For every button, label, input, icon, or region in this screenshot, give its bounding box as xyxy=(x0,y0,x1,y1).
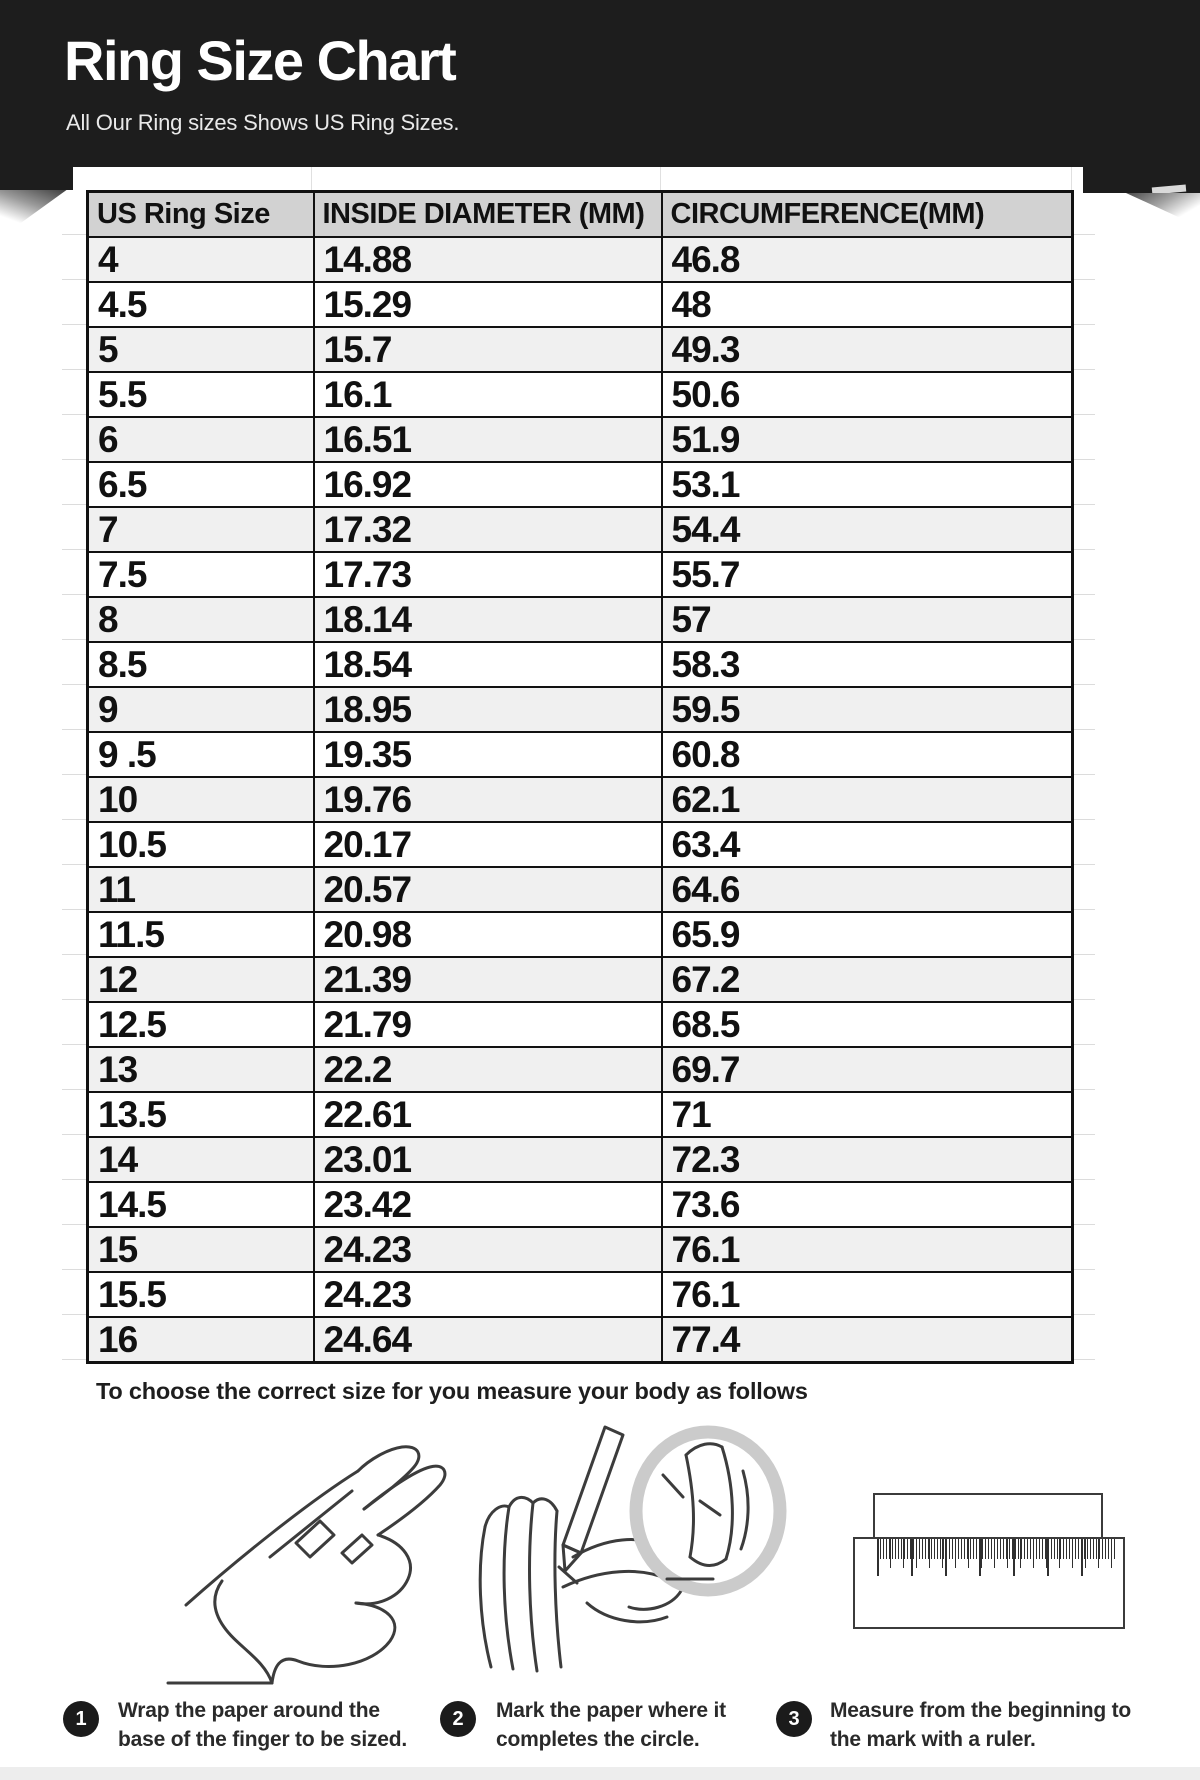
table-cell: 6.5 xyxy=(88,462,314,507)
table-cell: 72.3 xyxy=(662,1137,1073,1182)
header-banner xyxy=(0,0,1200,167)
table-cell: 73.6 xyxy=(662,1182,1073,1227)
table-row xyxy=(88,1002,1073,1047)
gridline-ticks-right xyxy=(1073,190,1095,1361)
table-cell: 68.5 xyxy=(662,1002,1073,1047)
table-cell: 12 xyxy=(88,957,314,1002)
table-cell: 58.3 xyxy=(662,642,1073,687)
table-cell: 20.17 xyxy=(314,822,662,867)
gridline-ticks-left xyxy=(62,190,86,1361)
table-cell: 63.4 xyxy=(662,822,1073,867)
step-1-number-badge: 1 xyxy=(63,1701,99,1737)
table-cell: 53.1 xyxy=(662,462,1073,507)
table-cell: 15.7 xyxy=(314,327,662,372)
table-cell: 14.88 xyxy=(314,237,662,282)
page-title: Ring Size Chart xyxy=(64,29,456,92)
page-curl-left xyxy=(0,190,70,238)
table-cell: 15.5 xyxy=(88,1272,314,1317)
table-cell: 59.5 xyxy=(662,687,1073,732)
column-header: INSIDE DIAMETER (MM) xyxy=(314,192,662,238)
table-cell: 12.5 xyxy=(88,1002,314,1047)
table-cell: 51.9 xyxy=(662,417,1073,462)
table-cell: 24.23 xyxy=(314,1227,662,1272)
table-cell: 67.2 xyxy=(662,957,1073,1002)
ruler-ticks-long xyxy=(877,1539,1115,1576)
table-row xyxy=(88,642,1073,687)
table-row xyxy=(88,912,1073,957)
table-cell: 71 xyxy=(662,1092,1073,1137)
table-cell: 9 xyxy=(88,687,314,732)
table-row xyxy=(88,1272,1073,1317)
gridline xyxy=(1071,167,1072,190)
paper-strip xyxy=(873,1493,1103,1539)
table-cell: 10 xyxy=(88,777,314,822)
table-cell: 20.98 xyxy=(314,912,662,957)
table-cell: 15 xyxy=(88,1227,314,1272)
table-cell: 20.57 xyxy=(314,867,662,912)
table-cell: 18.54 xyxy=(314,642,662,687)
table-cell: 76.1 xyxy=(662,1227,1073,1272)
table-cell: 13 xyxy=(88,1047,314,1092)
table-row xyxy=(88,822,1073,867)
table-cell: 23.42 xyxy=(314,1182,662,1227)
table-cell: 16 xyxy=(88,1317,314,1363)
table-row xyxy=(88,327,1073,372)
table-cell: 5.5 xyxy=(88,372,314,417)
banner-tab-left xyxy=(0,167,73,190)
table-row xyxy=(88,597,1073,642)
table-cell: 21.79 xyxy=(314,1002,662,1047)
table-row xyxy=(88,507,1073,552)
table-cell: 24.23 xyxy=(314,1272,662,1317)
table-cell: 76.1 xyxy=(662,1272,1073,1317)
table-cell: 46.8 xyxy=(662,237,1073,282)
table-cell: 15.29 xyxy=(314,282,662,327)
table-cell: 16.1 xyxy=(314,372,662,417)
gridline xyxy=(660,167,661,190)
table-cell: 14 xyxy=(88,1137,314,1182)
table-cell: 55.7 xyxy=(662,552,1073,597)
table-cell: 21.39 xyxy=(314,957,662,1002)
table-cell: 16.92 xyxy=(314,462,662,507)
table-cell: 11.5 xyxy=(88,912,314,957)
page-subtitle: All Our Ring sizes Shows US Ring Sizes. xyxy=(66,110,460,135)
table-cell: 9 .5 xyxy=(88,732,314,777)
table-row xyxy=(88,417,1073,462)
column-header: US Ring Size xyxy=(88,192,314,238)
table-row xyxy=(88,462,1073,507)
table-row xyxy=(88,282,1073,327)
table-header-row xyxy=(88,192,1073,238)
table-row xyxy=(88,237,1073,282)
page-curl-right xyxy=(1126,193,1200,227)
table-cell: 50.6 xyxy=(662,372,1073,417)
table-row xyxy=(88,1047,1073,1092)
table-cell: 4.5 xyxy=(88,282,314,327)
ruler-body xyxy=(853,1537,1125,1629)
table-cell: 18.14 xyxy=(314,597,662,642)
table-row xyxy=(88,552,1073,597)
table-row xyxy=(88,1137,1073,1182)
table-row xyxy=(88,1182,1073,1227)
table-row xyxy=(88,732,1073,777)
table-cell: 17.73 xyxy=(314,552,662,597)
table-row xyxy=(88,1227,1073,1272)
table-row xyxy=(88,777,1073,822)
ruler-illustration xyxy=(853,1487,1133,1637)
table-cell: 16.51 xyxy=(314,417,662,462)
table-cell: 19.35 xyxy=(314,732,662,777)
table-cell: 77.4 xyxy=(662,1317,1073,1363)
table-cell: 18.95 xyxy=(314,687,662,732)
table-row xyxy=(88,1092,1073,1137)
step-2-text: Mark the paper where it completes the circle. xyxy=(496,1699,726,1751)
table-cell: 8.5 xyxy=(88,642,314,687)
step-3-number-badge: 3 xyxy=(776,1701,812,1737)
table-cell: 64.6 xyxy=(662,867,1073,912)
table-cell: 60.8 xyxy=(662,732,1073,777)
table-cell: 6 xyxy=(88,417,314,462)
table-cell: 14.5 xyxy=(88,1182,314,1227)
table-cell: 4 xyxy=(88,237,314,282)
table-cell: 69.7 xyxy=(662,1047,1073,1092)
table-cell: 7.5 xyxy=(88,552,314,597)
table-cell: 7 xyxy=(88,507,314,552)
table-cell: 8 xyxy=(88,597,314,642)
bottom-strip xyxy=(0,1767,1200,1780)
table-row xyxy=(88,957,1073,1002)
table-cell: 48 xyxy=(662,282,1073,327)
table-row xyxy=(88,687,1073,732)
table-row xyxy=(88,867,1073,912)
table-cell: 24.64 xyxy=(314,1317,662,1363)
table-cell: 65.9 xyxy=(662,912,1073,957)
table-cell: 17.32 xyxy=(314,507,662,552)
instruction-heading: To choose the correct size for you measure your body as follows xyxy=(96,1378,808,1404)
step-2-number-badge: 2 xyxy=(440,1701,476,1737)
mark-paper-illustration xyxy=(455,1405,795,1695)
table-cell: 19.76 xyxy=(314,777,662,822)
table-row xyxy=(88,372,1073,417)
table-cell: 54.4 xyxy=(662,507,1073,552)
table-cell: 5 xyxy=(88,327,314,372)
table-cell: 22.61 xyxy=(314,1092,662,1137)
column-header: CIRCUMFERENCE(MM) xyxy=(662,192,1073,238)
table-cell: 11 xyxy=(88,867,314,912)
step-1-text: Wrap the paper around the base of the finger to be sized. xyxy=(118,1699,408,1751)
table-cell: 57 xyxy=(662,597,1073,642)
table-cell: 13.5 xyxy=(88,1092,314,1137)
table-row xyxy=(88,1317,1073,1363)
table-cell: 23.01 xyxy=(314,1137,662,1182)
step-3-text: Measure from the beginning to the mark with a ruler. xyxy=(830,1699,1132,1751)
table-cell: 49.3 xyxy=(662,327,1073,372)
table-cell: 10.5 xyxy=(88,822,314,867)
hand-wrap-illustration xyxy=(120,1425,500,1695)
table-cell: 62.1 xyxy=(662,777,1073,822)
ring-size-table xyxy=(86,190,1074,1364)
table-cell: 22.2 xyxy=(314,1047,662,1092)
gridline xyxy=(311,167,312,190)
